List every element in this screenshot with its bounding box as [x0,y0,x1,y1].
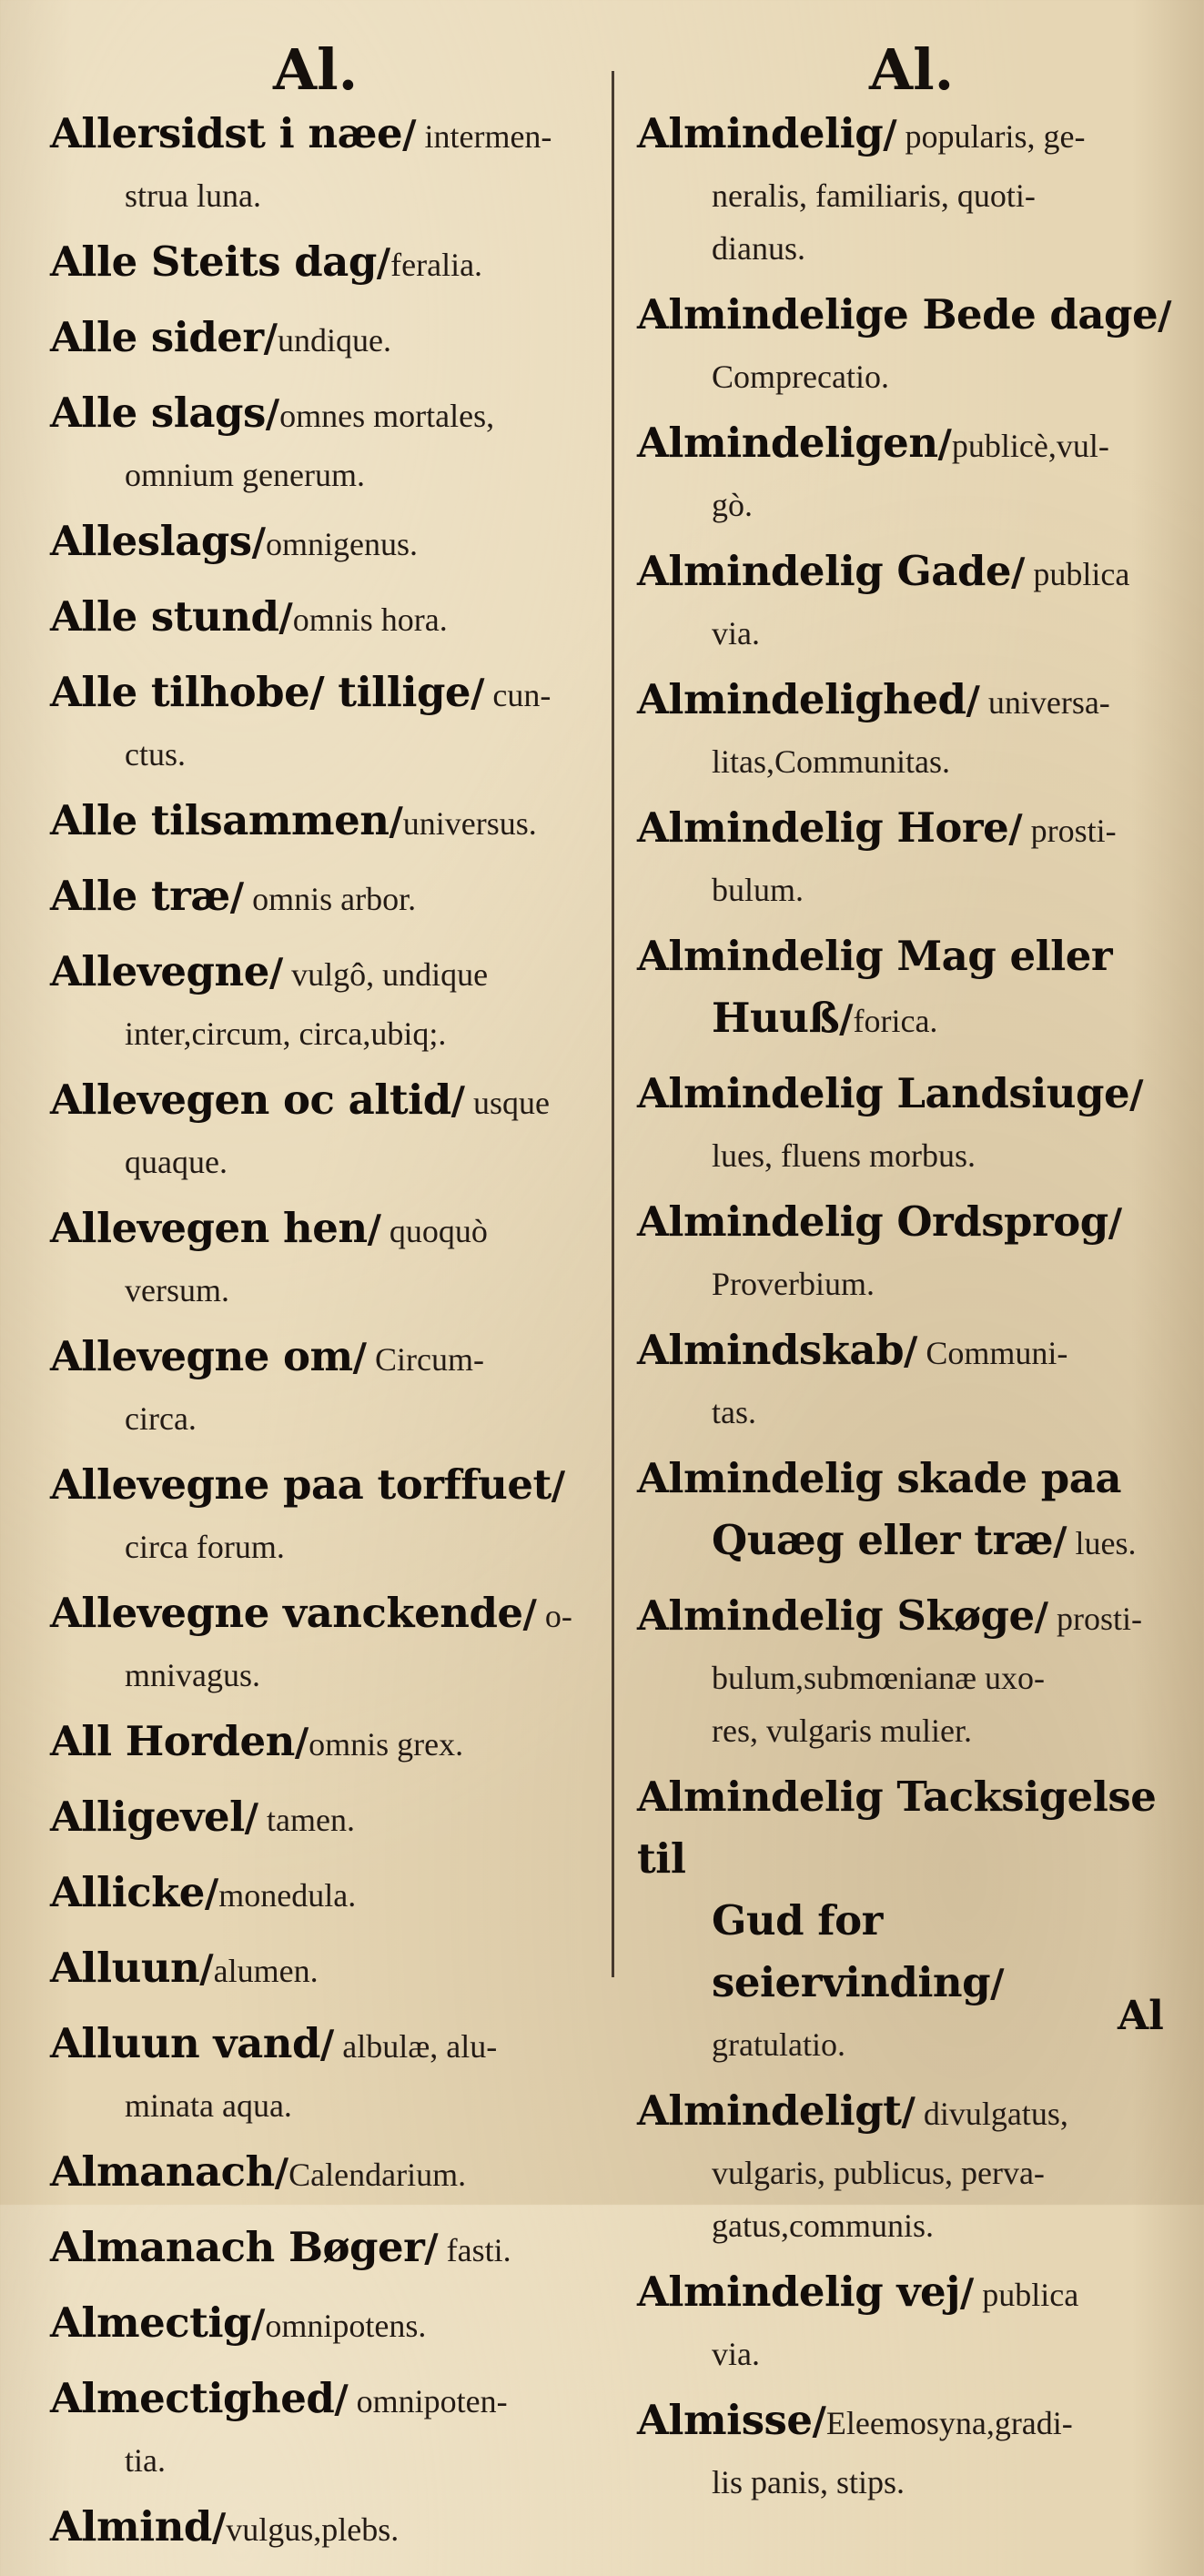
entry-separator: / [812,2399,826,2443]
entry-separator: / [251,2301,266,2346]
dictionary-entry [637,673,1183,788]
entry-headword: Alle tilsammen [50,796,390,844]
dictionary-entry [637,1324,1183,1439]
entry-separator: / [334,2377,349,2421]
entry-headword: Alle træ [50,872,230,920]
entry-translation: tamen. [258,1802,355,1838]
dictionary-entry [637,107,1183,275]
entry-continuation: mnivagus. [125,1657,260,1693]
entry-continuation: Proverbium. [712,1266,875,1302]
entry-continuation: gatus,communis. [712,2207,934,2244]
entry-translation: Circum- [366,1341,484,1378]
entry-continuation: neralis, familiaris, quoti- [712,177,1036,214]
entry-headword: Allersidst i næe [50,109,403,157]
entry-translation: quoquò [380,1213,488,1249]
entry-separator: / [376,240,391,285]
entry-headword: Almindelig Gade [637,547,1012,595]
entry-continuation: omnium generum. [125,457,365,493]
dictionary-entry [50,2297,601,2359]
entry-headword-continued: Gud for seiervinding [712,1896,991,2006]
entry-separator: / [294,1720,309,1764]
dictionary-entry [50,1330,601,1445]
entry-separator: / [959,2270,975,2315]
dictionary-entry [637,2394,1183,2509]
entry-translation: publica [974,2277,1079,2313]
entry-translation: universus. [402,805,537,842]
dictionary-entry [50,2017,601,2132]
entry-headword: Almindskab [637,1326,905,1374]
entry-headword: Alle slags [50,389,266,437]
entry-continuation: lis panis, stips. [712,2464,906,2500]
entry-headword: Almindeligen [637,419,938,467]
entry-translation: fasti. [438,2232,511,2268]
entry-translation: albulæ, alu- [334,2028,498,2065]
entry-headword: Almindelig Ordsprog [637,1197,1108,1246]
entry-separator: / [883,112,897,157]
entry-separator: / [937,421,952,466]
entry-translation: omnis hora. [292,601,448,638]
entry-continuation: ctus. [125,736,186,773]
entry-separator: / [278,595,293,640]
dictionary-entry [50,1866,601,1928]
entry-headword: Almanach Bøger [50,2223,425,2271]
entry-headword: Almindelig Hore [637,803,1009,852]
entry-translation: usque [465,1085,551,1121]
entry-headword: Almindelig Tacksigelse til [637,1773,1157,1883]
entry-continuation: minata aqua. [125,2087,292,2124]
dictionary-entry [637,1771,1183,2071]
dictionary-entry [637,2266,1183,2380]
entry-headword: Allicke [50,1868,205,1916]
dictionary-entry [50,1587,601,1702]
dictionary-entry [637,545,1183,660]
entry-continuation: circa forum. [125,1529,285,1565]
entry-headword: Almindeligt [637,2086,902,2135]
entry-translation: divulgatus, [915,2096,1068,2132]
dictionary-entry [50,107,601,222]
entry-translation: prosti- [1047,1601,1142,1637]
dictionary-entry [50,591,601,652]
entry-headword: Almindelig [637,109,884,157]
entry-headword: Alle Steits dag [50,237,377,286]
entry-translation: publica [1025,556,1130,592]
entry-translation: Communi- [917,1335,1068,1371]
entry-separator: / [450,1078,466,1123]
entry-separator: / [319,2022,335,2066]
dictionary-entry [637,1452,1183,1576]
entry-separator: / [470,671,485,715]
dictionary-entry [50,387,601,501]
entry-translation: undique. [277,322,391,359]
column-header-right: Al. [869,36,955,103]
entry-continuation: versum. [125,1272,229,1308]
entry-separator: / [265,391,280,436]
entry-continuation: litas,Communitas. [712,743,951,780]
entry-separator: / [901,2089,916,2134]
dictionary-entry [50,1459,601,1573]
dictionary-entry [50,2146,601,2207]
entry-headword-continued: Huuß [712,994,840,1042]
entry-headword: Alluun [50,1944,200,1992]
entry-headword: Alle stund [50,592,279,641]
entry-separator: / [352,1335,367,1379]
entry-translation: feralia. [390,247,483,283]
entry-translation: prosti- [1022,813,1117,849]
entry-translation: omnipoten- [348,2383,508,2419]
entry-separator: / [402,112,417,157]
entry-continuation: via. [712,615,760,652]
entry-separator: / [1053,1519,1067,1563]
left-column [50,107,601,2576]
entry-headword: Alle sider [50,313,264,361]
entry-headword-continued: Quæg eller træ [712,1516,1054,1564]
entry-separator: / [199,1946,214,1991]
entry-separator: / [551,1463,566,1508]
entry-headword: All Horden [50,1717,295,1765]
entry-continuation: via. [712,2336,760,2372]
entry-headword: Almindelighed [637,675,966,723]
dictionary-entry [50,1791,601,1853]
entry-separator: / [1108,1200,1123,1245]
entry-continuation: quaque. [125,1144,228,1180]
column-header-left: Al. [273,36,359,103]
entry-headword: Allevegen oc altid [50,1076,451,1124]
dictionary-entry [50,311,601,373]
entry-continuation: lues, fluens morbus. [712,1137,976,1174]
entry-continuation: gratulatio. [712,2026,845,2063]
entry-continuation: tas. [712,1394,756,1430]
entry-separator: / [966,678,980,722]
dictionary-entry [637,1196,1183,1310]
dictionary-entry [50,1202,601,1317]
entry-continuation: bulum,submœnianæ uxo- [712,1660,1045,1696]
dictionary-entry [50,2372,601,2487]
dictionary-entry [50,515,601,577]
entry-separator: / [1129,1072,1144,1116]
entry-translation: omnis arbor. [244,881,417,917]
entry-headword: Allevegne [50,947,269,995]
entry-separator: / [268,950,284,995]
entry-continuation: res, vulgaris mulier. [712,1712,972,1749]
entry-separator: / [424,2226,439,2270]
entry-headword: Almindelig vej [637,2268,960,2316]
entry-headword: Almindelig Skøge [637,1591,1035,1640]
entry-separator: / [1034,1594,1048,1639]
dictionary-entry [637,930,1183,1054]
entry-headword: Almindelig Mag eller [637,932,1113,980]
entry-translation: forica. [853,1003,938,1039]
entry-headword: Almanach [50,2147,275,2196]
entry-continuation: tia. [125,2442,166,2479]
dictionary-entry [50,1942,601,2004]
entry-separator: / [904,1328,918,1373]
dictionary-entry [50,794,601,856]
entry-translation: vulgô, undique [283,956,489,993]
entry-separator: / [211,2505,227,2550]
entry-translation: vulgus,plebs. [226,2511,400,2548]
dictionary-entry [637,288,1183,403]
entry-separator: / [522,1591,537,1636]
entry-headword: Allevegne vanckende [50,1589,523,1637]
entry-continuation: vulgaris, publicus, perva- [712,2155,1045,2191]
entry-separator: / [229,874,245,919]
dictionary-entry [637,802,1183,916]
entry-headword: Almindelig Landsiuge [637,1069,1130,1117]
entry-translation: alumen. [213,1953,319,1989]
entry-separator: / [1158,293,1172,338]
entry-separator: / [274,2150,289,2195]
entry-translation: popularis, ge- [896,118,1086,155]
entry-headword: Alle tilhobe/ tillige [50,668,471,716]
entry-translation: universa- [979,684,1110,721]
entry-headword: Alligevel [50,1793,245,1841]
entry-separator: / [251,520,266,564]
dictionary-entry [50,2221,601,2283]
entry-translation: Eleemosyna,gradi- [825,2405,1073,2441]
dictionary-entry [50,945,601,1060]
entry-headword: Almectighed [50,2374,335,2422]
entry-continuation: Comprecatio. [712,359,889,395]
entry-continuation: gò. [712,487,753,523]
entry-translation: lues. [1067,1525,1137,1561]
entry-translation: omnigenus. [265,526,418,562]
entry-separator: / [1008,806,1023,851]
entry-continuation: circa. [125,1400,197,1437]
entry-headword: Alluun vand [50,2019,320,2067]
entry-headword: Almisse [637,2396,813,2444]
entry-translation: intermen- [416,118,552,155]
entry-headword: Allevegne om [50,1332,353,1380]
dictionary-entry [637,2085,1183,2252]
dictionary-entry [50,666,601,781]
entry-continuation: bulum. [712,872,804,908]
entry-headword: Almindelige Bede dage [637,290,1158,338]
dictionary-entry [50,1074,601,1188]
entry-separator: / [389,799,403,844]
entry-translation: publicè,vul- [951,428,1109,464]
entry-translation: omnes mortales, [279,398,495,434]
entry-separator: / [263,316,278,360]
entry-headword: Alleslags [50,517,252,565]
entry-continuation: strua luna. [125,177,261,214]
entry-headword: Allevegne paa torffuet [50,1460,551,1509]
right-column [637,107,1183,2522]
entry-separator: / [839,996,854,1041]
entry-translation: omnis grex. [309,1726,464,1763]
entry-separator: / [1011,550,1026,594]
entry-separator: / [990,1961,1005,2005]
entry-continuation: dianus. [712,230,805,267]
entry-headword: Allevegen hen [50,1204,368,1252]
entry-separator: / [204,1871,219,1915]
column-divider [612,71,614,1977]
entry-headword: Almind [50,2502,212,2551]
dictionary-entry [637,1067,1183,1182]
catchword: Al [1118,1993,1164,2039]
dictionary-entry [637,1590,1183,1757]
dictionary-entry [50,870,601,932]
dictionary-entry [50,2500,601,2562]
entry-headword: Almindelig skade paa [637,1454,1122,1502]
entry-headword: Almectig [50,2298,251,2347]
entry-continuation: inter,circum, circa,ubiq;. [125,1015,447,1052]
dictionary-entry [50,236,601,298]
entry-separator: / [244,1795,259,1840]
entry-translation: cun- [484,677,551,713]
dictionary-entry [637,417,1183,531]
entry-translation: omnipotens. [265,2308,427,2344]
entry-translation: Calendarium. [288,2157,467,2193]
entry-translation: o- [536,1598,572,1634]
entry-separator: / [367,1207,381,1251]
entry-translation: monedula. [218,1877,357,1914]
dictionary-entry [50,1715,601,1777]
